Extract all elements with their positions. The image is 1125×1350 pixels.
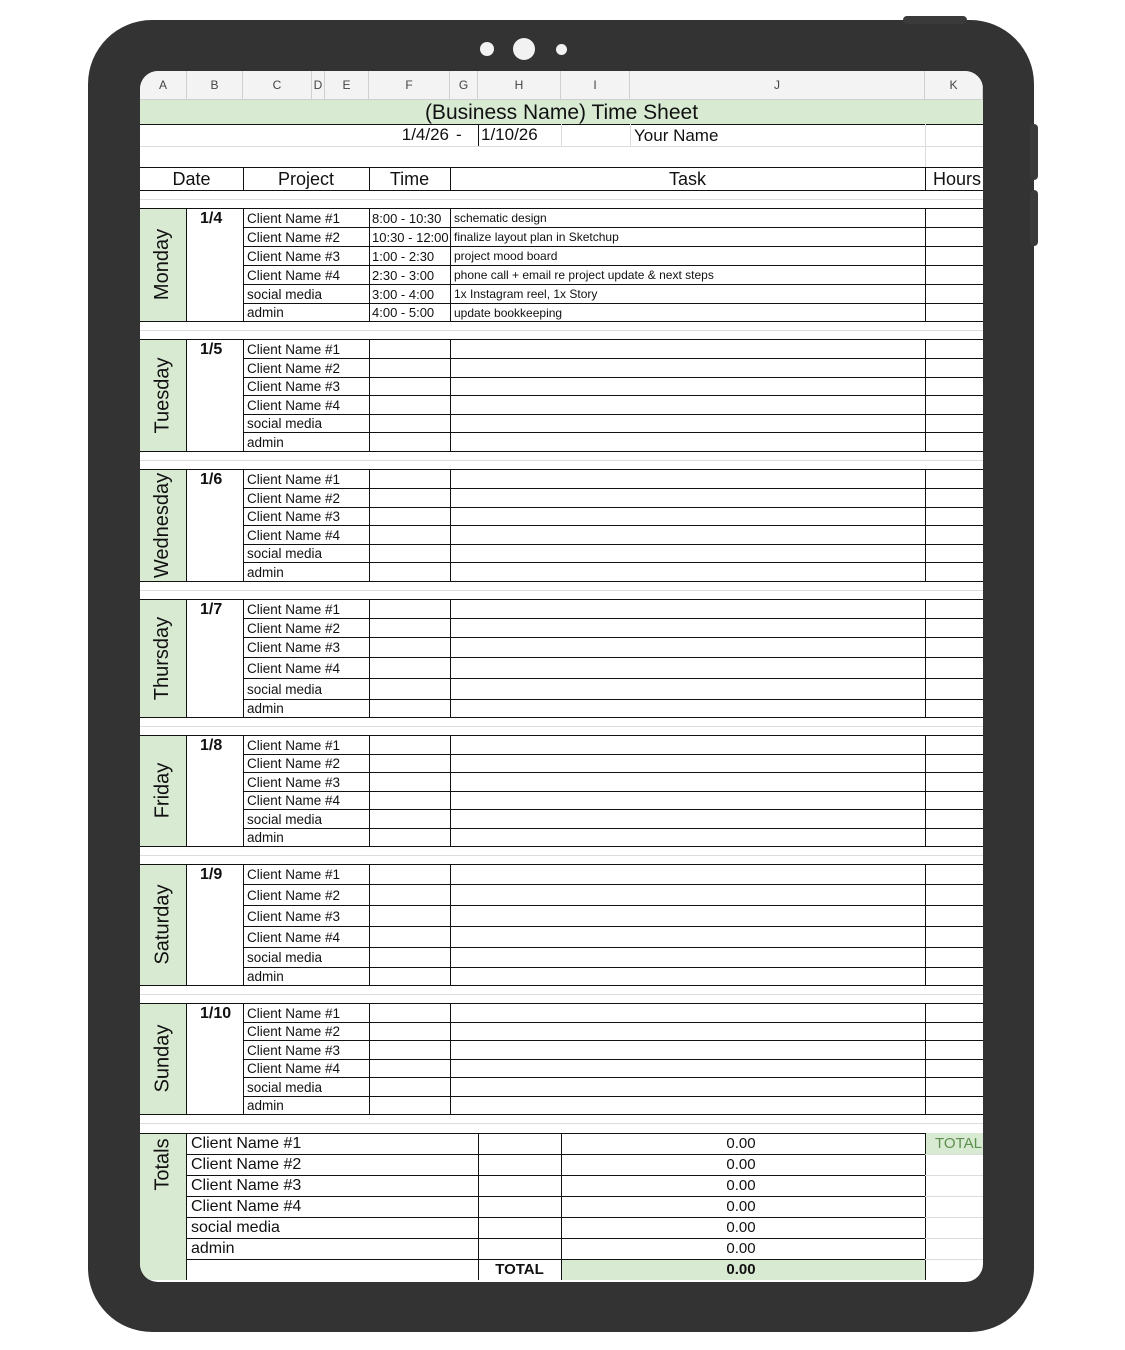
project-cell: Client Name #2 bbox=[247, 491, 341, 506]
table-row[interactable] bbox=[243, 735, 983, 754]
header-divider bbox=[369, 167, 370, 190]
task-cell: phone call + email re project update & next steps bbox=[454, 268, 714, 282]
table-row[interactable] bbox=[243, 488, 983, 507]
table-row[interactable] bbox=[243, 967, 983, 985]
totals-value-cell: 0.00 bbox=[726, 1156, 756, 1173]
column-divider bbox=[186, 469, 187, 581]
day-name: Thursday bbox=[151, 616, 174, 700]
header-project: Project bbox=[277, 169, 335, 189]
day-date: 1/7 bbox=[200, 601, 223, 618]
table-row[interactable] bbox=[243, 699, 983, 717]
gridline bbox=[925, 124, 926, 167]
totals-label-cell bbox=[140, 1133, 186, 1195]
column-header-i[interactable]: I bbox=[561, 71, 630, 99]
column-divider bbox=[186, 208, 187, 321]
table-row[interactable] bbox=[243, 618, 983, 637]
table-row[interactable] bbox=[243, 947, 983, 967]
table-row[interactable] bbox=[243, 809, 983, 828]
header-divider bbox=[450, 167, 451, 190]
table-row[interactable] bbox=[243, 208, 983, 227]
gridline bbox=[140, 855, 983, 856]
project-cell: Client Name #4 bbox=[247, 268, 341, 283]
project-cell: Client Name #3 bbox=[247, 909, 341, 924]
day-block-bottom bbox=[140, 985, 983, 986]
table-row[interactable] bbox=[243, 1003, 983, 1022]
column-divider bbox=[186, 599, 187, 717]
column-divider bbox=[186, 339, 187, 451]
project-cell: Client Name #3 bbox=[247, 775, 341, 790]
column-header-j[interactable]: J bbox=[630, 71, 925, 99]
gridline bbox=[140, 460, 983, 461]
cell-border bbox=[478, 124, 479, 146]
task-cell: project mood board bbox=[454, 249, 558, 263]
project-cell: Client Name #1 bbox=[247, 342, 341, 357]
gridline bbox=[925, 1175, 983, 1176]
volume-up-button bbox=[1030, 124, 1038, 180]
column-header-b[interactable]: B bbox=[187, 71, 243, 99]
project-cell: Client Name #3 bbox=[247, 379, 341, 394]
day-name: Tuesday bbox=[151, 357, 174, 433]
sheet-title: (Business Name) Time Sheet bbox=[424, 101, 699, 124]
power-button bbox=[903, 16, 967, 24]
totals-value-cell: 0.00 bbox=[726, 1198, 756, 1215]
project-cell: Client Name #4 bbox=[247, 1061, 341, 1076]
table-row[interactable] bbox=[243, 358, 983, 377]
k-total-label: TOTAL bbox=[935, 1135, 982, 1152]
totals-project-cell: social media bbox=[191, 1219, 280, 1236]
table-row[interactable] bbox=[243, 1096, 983, 1114]
table-row[interactable] bbox=[243, 926, 983, 947]
table-row[interactable] bbox=[243, 772, 983, 791]
totals-project-cell: Client Name #3 bbox=[191, 1177, 302, 1194]
sensor-dot bbox=[480, 42, 494, 56]
project-cell: Client Name #2 bbox=[247, 361, 341, 376]
table-row[interactable] bbox=[243, 469, 983, 488]
project-cell: Client Name #4 bbox=[247, 528, 341, 543]
week-end-date: 1/10/26 bbox=[481, 125, 538, 144]
gridline bbox=[140, 1123, 983, 1124]
day-date: 1/4 bbox=[200, 210, 223, 227]
day-label-cell bbox=[140, 1003, 186, 1114]
gridline bbox=[630, 124, 631, 146]
time-cell: 2:30 - 3:00 bbox=[372, 268, 435, 283]
table-row[interactable] bbox=[243, 1040, 983, 1059]
project-cell: Client Name #1 bbox=[247, 472, 341, 487]
task-cell: finalize layout plan in Sketchup bbox=[454, 230, 619, 244]
day-label-cell bbox=[140, 469, 186, 581]
day-name: Wednesday bbox=[151, 472, 174, 578]
day-label-cell bbox=[140, 208, 186, 321]
gridline bbox=[561, 124, 562, 146]
totals-project-cell: Client Name #1 bbox=[191, 1135, 302, 1152]
day-label-cell bbox=[140, 735, 186, 846]
column-header-bar bbox=[140, 71, 983, 100]
column-header-e[interactable]: E bbox=[325, 71, 369, 99]
project-cell: Client Name #1 bbox=[247, 211, 341, 226]
totals-project-cell: admin bbox=[191, 1240, 235, 1257]
table-row[interactable] bbox=[243, 544, 983, 562]
day-label-cell bbox=[140, 339, 186, 451]
day-label-cell bbox=[140, 864, 186, 985]
project-cell: social media bbox=[247, 416, 323, 431]
totals-value-cell: 0.00 bbox=[726, 1219, 756, 1236]
column-header-k[interactable]: K bbox=[925, 71, 983, 99]
day-date: 1/9 bbox=[200, 866, 223, 883]
gridline bbox=[925, 1259, 983, 1260]
camera-lens bbox=[513, 38, 535, 60]
gridline bbox=[140, 994, 983, 995]
project-cell: Client Name #4 bbox=[247, 793, 341, 808]
spreadsheet-screen bbox=[140, 71, 983, 1282]
table-row[interactable] bbox=[243, 828, 983, 846]
day-block-bottom bbox=[140, 846, 983, 847]
table-row[interactable] bbox=[243, 303, 983, 321]
table-row[interactable] bbox=[243, 884, 983, 905]
table-row[interactable] bbox=[243, 377, 983, 395]
table-row[interactable] bbox=[243, 791, 983, 809]
column-header-f[interactable]: F bbox=[369, 71, 450, 99]
table-row[interactable] bbox=[243, 432, 983, 451]
day-name: Sunday bbox=[151, 1024, 174, 1093]
totals-value-cell: 0.00 bbox=[726, 1177, 756, 1194]
table-row[interactable] bbox=[243, 339, 983, 358]
gridline bbox=[140, 330, 983, 331]
table-row[interactable] bbox=[243, 246, 983, 265]
project-cell: Client Name #2 bbox=[247, 230, 341, 245]
week-start-date: 1/4/26 bbox=[401, 125, 449, 144]
table-row[interactable] bbox=[243, 414, 983, 432]
project-cell: Client Name #3 bbox=[247, 249, 341, 264]
day-date: 1/6 bbox=[200, 471, 223, 488]
project-cell: Client Name #3 bbox=[247, 1043, 341, 1058]
project-cell: social media bbox=[247, 287, 323, 302]
table-row[interactable] bbox=[243, 284, 983, 303]
header-task: Task bbox=[668, 169, 706, 189]
day-block-bottom bbox=[140, 451, 983, 452]
project-cell: social media bbox=[247, 950, 323, 965]
gridline bbox=[140, 590, 983, 591]
grand-total-value: 0.00 bbox=[726, 1261, 756, 1278]
project-cell: admin bbox=[247, 969, 284, 984]
sensor-dot bbox=[556, 44, 567, 55]
task-cell: 1x Instagram reel, 1x Story bbox=[454, 287, 598, 301]
totals-project-cell: Client Name #2 bbox=[191, 1156, 302, 1173]
project-cell: social media bbox=[247, 682, 323, 697]
day-name: Friday bbox=[151, 762, 174, 819]
project-cell: Client Name #1 bbox=[247, 1006, 341, 1021]
table-row[interactable] bbox=[243, 599, 983, 618]
project-cell: social media bbox=[247, 1080, 323, 1095]
gridline bbox=[925, 1217, 983, 1218]
gridline bbox=[925, 1154, 983, 1155]
day-block-bottom bbox=[140, 321, 983, 322]
totals-value-cell: 0.00 bbox=[726, 1135, 756, 1152]
header-divider bbox=[925, 167, 926, 190]
totals-divider bbox=[925, 1133, 926, 1280]
time-cell: 10:30 - 12:00 bbox=[372, 230, 449, 245]
day-date: 1/10 bbox=[200, 1005, 232, 1022]
grand-total-label: TOTAL bbox=[495, 1261, 544, 1278]
gridline bbox=[925, 1196, 983, 1197]
table-row[interactable] bbox=[243, 864, 983, 884]
table-row[interactable] bbox=[243, 395, 983, 414]
project-cell: admin bbox=[247, 565, 284, 580]
project-cell: Client Name #2 bbox=[247, 621, 341, 636]
day-date: 1/8 bbox=[200, 737, 223, 754]
time-cell: 4:00 - 5:00 bbox=[372, 305, 435, 320]
project-cell: Client Name #4 bbox=[247, 930, 341, 945]
project-cell: Client Name #1 bbox=[247, 602, 341, 617]
project-cell: admin bbox=[247, 435, 284, 450]
gridline bbox=[140, 146, 983, 147]
table-row[interactable] bbox=[243, 562, 983, 581]
project-cell: admin bbox=[247, 701, 284, 716]
table-row[interactable] bbox=[243, 637, 983, 657]
table-row[interactable] bbox=[243, 1022, 983, 1040]
project-cell: social media bbox=[247, 546, 323, 561]
day-block-bottom bbox=[140, 581, 983, 582]
task-cell: update bookkeeping bbox=[454, 306, 563, 320]
gridline bbox=[140, 726, 983, 727]
table-row[interactable] bbox=[243, 657, 983, 678]
day-label-cell bbox=[140, 599, 186, 717]
column-header-d[interactable]: D bbox=[312, 71, 325, 99]
gridline bbox=[925, 1238, 983, 1239]
totals-value-cell: 0.00 bbox=[726, 1240, 756, 1257]
project-cell: Client Name #2 bbox=[247, 1024, 341, 1039]
time-cell: 1:00 - 2:30 bbox=[372, 249, 435, 264]
project-cell: admin bbox=[247, 830, 284, 845]
time-cell: 8:00 - 10:30 bbox=[372, 211, 442, 226]
gridline bbox=[140, 199, 983, 200]
header-hours: Hours bbox=[933, 169, 982, 189]
task-cell: schematic design bbox=[454, 211, 547, 225]
your-name-field: Your Name bbox=[634, 126, 719, 145]
project-cell: Client Name #2 bbox=[247, 756, 341, 771]
project-cell: admin bbox=[247, 1098, 284, 1113]
project-cell: Client Name #3 bbox=[247, 509, 341, 524]
header-date: Date bbox=[172, 169, 211, 189]
column-divider bbox=[186, 735, 187, 846]
table-row[interactable] bbox=[243, 1059, 983, 1077]
day-date: 1/5 bbox=[200, 341, 223, 358]
column-divider bbox=[186, 1003, 187, 1114]
project-cell: admin bbox=[247, 305, 284, 320]
project-cell: Client Name #2 bbox=[247, 888, 341, 903]
day-name: Saturday bbox=[151, 884, 174, 965]
header-divider bbox=[243, 167, 244, 190]
project-cell: Client Name #1 bbox=[247, 867, 341, 882]
day-name: Monday bbox=[151, 228, 174, 301]
totals-label: Totals bbox=[151, 1137, 174, 1191]
column-header-c[interactable]: C bbox=[243, 71, 312, 99]
header-time: Time bbox=[389, 169, 430, 189]
volume-down-button bbox=[1030, 190, 1038, 246]
totals-project-cell: Client Name #4 bbox=[191, 1198, 302, 1215]
column-divider bbox=[186, 864, 187, 985]
time-cell: 3:00 - 4:00 bbox=[372, 287, 435, 302]
day-block-bottom bbox=[140, 717, 983, 718]
project-cell: Client Name #4 bbox=[247, 661, 341, 676]
project-cell: Client Name #3 bbox=[247, 640, 341, 655]
table-row[interactable] bbox=[243, 754, 983, 772]
column-header-a[interactable]: A bbox=[140, 71, 187, 99]
column-header-g[interactable]: G bbox=[450, 71, 478, 99]
project-cell: social media bbox=[247, 812, 323, 827]
table-row[interactable] bbox=[243, 678, 983, 699]
column-header-h[interactable]: H bbox=[478, 71, 561, 99]
header-row-bottom bbox=[140, 190, 983, 191]
table-row[interactable] bbox=[243, 1077, 983, 1096]
table-row[interactable] bbox=[243, 525, 983, 544]
project-cell: Client Name #4 bbox=[247, 398, 341, 413]
table-row[interactable] bbox=[243, 507, 983, 525]
date-separator: - bbox=[456, 125, 462, 144]
day-block-bottom bbox=[140, 1114, 983, 1115]
table-row[interactable] bbox=[243, 905, 983, 926]
project-cell: Client Name #1 bbox=[247, 738, 341, 753]
